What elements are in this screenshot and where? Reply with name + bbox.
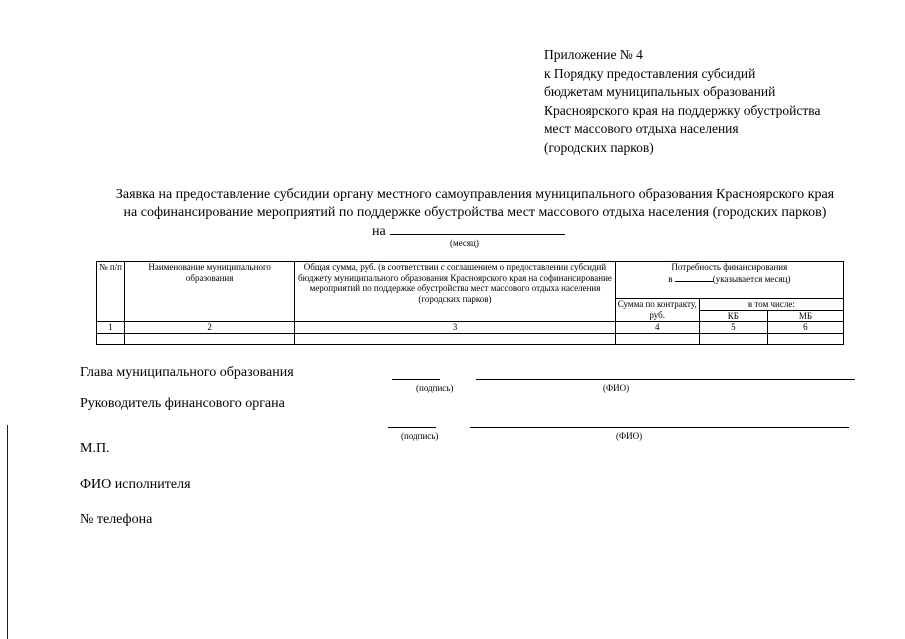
number-cell: 5 <box>699 322 767 334</box>
appendix-header <box>544 46 820 157</box>
numbering-row <box>97 322 844 334</box>
finance-fio-caption: (ФИО) <box>616 431 643 441</box>
financing-need-line-2: в (указывается месяц) <box>668 273 791 284</box>
appendix-line: бюджетам муниципальных образований <box>544 84 776 99</box>
blank-cell <box>615 333 699 344</box>
blank-cell <box>125 333 295 344</box>
na-label: на <box>372 224 386 239</box>
number-cell: 2 <box>125 322 295 334</box>
header-contract-sum: Сумма по контракту, руб. <box>615 299 699 322</box>
title-line-2: на софинансирование мероприятий по поддержке обустройства мест массового отдыха населения (городских парков) <box>123 205 827 220</box>
finance-fio-line <box>470 427 849 428</box>
number-cell: 3 <box>295 322 615 334</box>
appendix-line: мест массового отдыха населения <box>544 121 739 136</box>
appendix-line: Приложение № 4 <box>544 47 643 62</box>
finance-head-label: Руководитель финансового органа <box>80 396 285 411</box>
header-total-sum: Общая сумма, руб. (в соответствии с соглашением о предоставлении субсидий бюджету муниципального образования Красноярского края на софинансирование мероприятий по поддержке обустройства мест массового отдыха населения (городских парков) <box>295 262 615 322</box>
blank-data-row <box>97 333 844 344</box>
month-caption: (месяц) <box>450 238 479 248</box>
header-kb: КБ <box>699 310 767 322</box>
blank-cell <box>767 333 843 344</box>
header-number: № п/п <box>97 262 125 322</box>
head-signature-caption: (подпись) <box>416 383 454 393</box>
document-title <box>60 186 890 222</box>
blank-cell <box>699 333 767 344</box>
appendix-line: Красноярского края на поддержку обустройства <box>544 102 821 118</box>
left-margin-line <box>7 425 8 639</box>
head-label: Глава муниципального образования <box>80 365 294 380</box>
financing-need-line-1: Потребность финансирования <box>671 262 788 272</box>
stamp-place-label: М.П. <box>80 441 110 456</box>
number-cell: 1 <box>97 322 125 334</box>
appendix-line: (городских парков) <box>544 139 654 155</box>
head-signature-line <box>392 379 440 380</box>
number-cell: 4 <box>615 322 699 334</box>
header-including: в том числе: <box>699 299 843 311</box>
blank-cell <box>97 333 125 344</box>
finance-signature-line <box>388 427 436 428</box>
application-table <box>96 261 844 345</box>
phone-label: № телефона <box>80 512 153 527</box>
head-fio-line <box>476 379 855 380</box>
title-line-1: Заявка на предоставление субсидии органу местного самоуправления муниципального образования Красноярского края <box>115 187 835 202</box>
header-mb: МБ <box>767 310 843 322</box>
header-financing-need <box>615 262 843 299</box>
executor-label: ФИО исполнителя <box>80 477 191 492</box>
finance-signature-caption: (подпись) <box>401 431 439 441</box>
header-municipality: Наименование муниципального образования <box>125 262 295 322</box>
appendix-line: к Порядку предоставления субсидий <box>544 65 756 81</box>
month-blank-line <box>390 222 565 235</box>
number-cell: 6 <box>767 322 843 334</box>
blank-cell <box>295 333 615 344</box>
head-fio-caption: (ФИО) <box>603 383 630 393</box>
